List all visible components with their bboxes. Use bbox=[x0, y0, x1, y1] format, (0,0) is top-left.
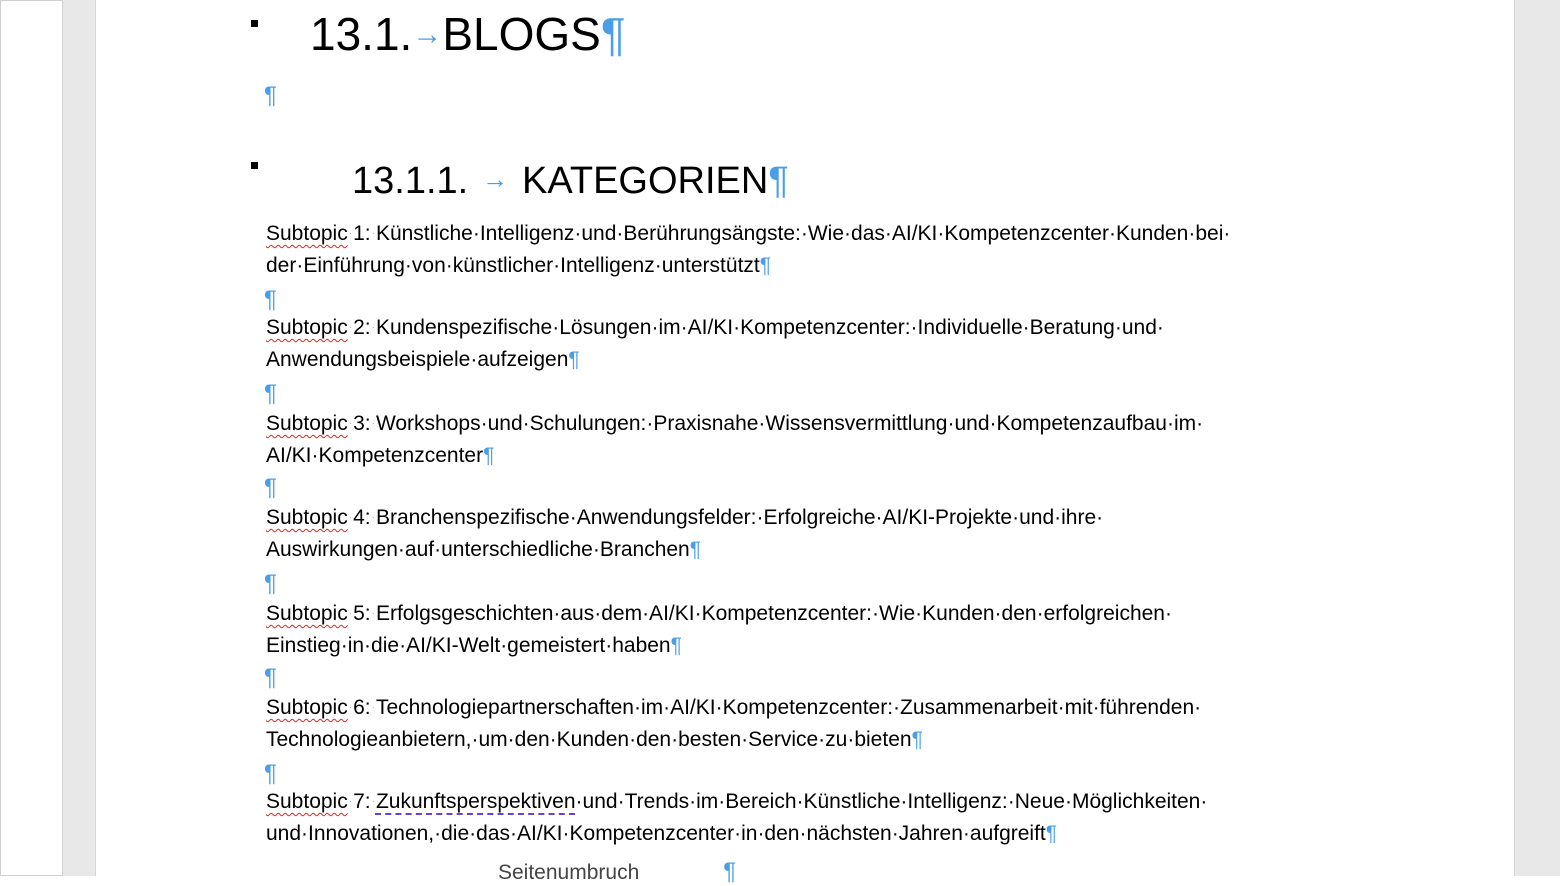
pilcrow-icon: ¶ bbox=[483, 444, 495, 468]
subtopic-paragraph-5[interactable]: Subtopic·5:·Erfolgsgeschichten·aus·dem·AI/KI·Kompetenzcenter:·Wie·Kunden·den·erfolgreichen· Einstieg·in·die·AI/KI-Welt·gemeistert·haben¶ bbox=[266, 602, 1172, 658]
subtopic-index: 5: bbox=[353, 602, 371, 625]
subtopic-text-line: Künstliche·Intelligenz·und·Berührungsängste:·Wie·das·AI/KI·Kompetenzcenter·Kunden·bei· bbox=[375, 222, 1231, 245]
subtopic-text-line: AI/KI·Kompetenzcenter bbox=[266, 444, 484, 468]
subtopic-label: Subtopic bbox=[266, 602, 348, 625]
subtopic-index: 6: bbox=[353, 696, 371, 719]
grammar-flagged-word[interactable]: Zukunftsperspektiven bbox=[375, 790, 576, 813]
empty-paragraph-mark[interactable]: ¶ bbox=[264, 380, 277, 407]
pilcrow-icon: ¶ bbox=[759, 254, 772, 278]
subtopic-paragraph-4[interactable]: Subtopic·4:·Branchenspezifische·Anwendungsfelder:·Erfolgreiche·AI/KI-Projekte·und·ihre· Auswirkungen·auf·unterschiedliche·Branchen¶ bbox=[266, 506, 1104, 562]
subtopic-label: Subtopic bbox=[266, 412, 348, 435]
subtopic-text-line: Erfolgsgeschichten·aus·dem·AI/KI·Kompetenzcenter:·Wie·Kunden·den·erfolgreichen· bbox=[375, 602, 1172, 625]
subtopic-text-line: der·Einführung·von·künstlicher·Intelligenz·unterstützt bbox=[266, 254, 760, 278]
heading-1-number: 13.1. bbox=[310, 8, 413, 60]
subtopic-paragraph-7[interactable]: Subtopic·7:·Zukunftsperspektiven·und·Trends·im·Bereich·Künstliche·Intelligenz:·Neue·Möglichkeiten· und·Innovationen,·die·das·AI/KI·Kompetenzcenter·in·den·nächsten·Jahren·aufgreift¶ bbox=[266, 790, 1208, 846]
subtopic-text-line: und·Innovationen,·die·das·AI/KI·Kompetenzcenter·in·den·nächsten·Jahren·aufgreift bbox=[266, 822, 1046, 846]
subtopic-index: 4: bbox=[353, 506, 371, 529]
heading-2[interactable] bbox=[352, 156, 789, 204]
page-break-label: Seitenumbruch bbox=[498, 861, 640, 884]
subtopic-text-line: Workshops·und·Schulungen:·Praxisnahe·Wissensvermittlung·und·Kompetenzaufbau·im· bbox=[375, 412, 1204, 435]
page-break-marker bbox=[498, 858, 736, 886]
subtopic-index: 7: bbox=[353, 790, 371, 813]
subtopic-text-line: Technologieanbietern,·um·den·Kunden·den·besten·Service·zu·bieten bbox=[266, 728, 912, 752]
empty-paragraph-mark[interactable]: ¶ bbox=[264, 570, 277, 597]
subtopic-index: 2: bbox=[353, 316, 371, 339]
empty-paragraph-mark[interactable]: ¶ bbox=[264, 82, 277, 109]
pilcrow-icon: ¶ bbox=[911, 728, 923, 752]
pilcrow-icon: ¶ bbox=[1045, 822, 1058, 846]
pilcrow-icon: ¶ bbox=[670, 634, 682, 658]
subtopic-paragraph-6[interactable]: Subtopic·6:·Technologiepartnerschaften·im·AI/KI·Kompetenzcenter:·Zusammenarbeit·mit·führenden· Technologieanbietern,·um·den·Kunden·den·besten·Service·zu·bieten¶ bbox=[266, 696, 1202, 752]
empty-paragraph-mark[interactable]: ¶ bbox=[264, 760, 277, 787]
subtopic-text-line: Anwendungsbeispiele·aufzeigen bbox=[266, 348, 569, 372]
empty-paragraph-mark[interactable]: ¶ bbox=[264, 474, 277, 501]
left-page-gutter bbox=[62, 0, 96, 876]
subtopic-index: 3: bbox=[353, 412, 371, 435]
heading-2-number: 13.1.1. bbox=[352, 160, 469, 202]
heading-bullet-marker bbox=[251, 162, 258, 169]
subtopic-text-line: Einstieg·in·die·AI/KI-Welt·gemeistert·haben bbox=[266, 634, 671, 658]
subtopic-label: Subtopic bbox=[266, 222, 348, 245]
subtopic-text-line: Technologiepartnerschaften·im·AI/KI·Kompetenzcenter:·Zusammenarbeit·mit·führenden· bbox=[375, 696, 1202, 719]
subtopic-index: 1: bbox=[353, 222, 371, 245]
subtopic-paragraph-2[interactable]: Subtopic·2:·Kundenspezifische·Lösungen·im·AI/KI·Kompetenzcenter:·Individuelle·Beratung·und· Anwendungsbeispiele·aufzeigen¶ bbox=[266, 316, 1164, 372]
tab-arrow-icon: → bbox=[482, 164, 508, 194]
subtopic-label: Subtopic bbox=[266, 790, 348, 813]
subtopic-text-line: Branchenspezifische·Anwendungsfelder:·Erfolgreiche·AI/KI-Projekte·und·ihre· bbox=[375, 506, 1104, 529]
empty-paragraph-mark[interactable]: ¶ bbox=[264, 286, 277, 313]
subtopic-text-line: ·und·Trends·im·Bereich·Künstliche·Intelligenz:·Neue·Möglichkeiten· bbox=[575, 790, 1208, 813]
pilcrow-icon: ¶ bbox=[768, 160, 789, 202]
subtopic-label: Subtopic bbox=[266, 506, 348, 529]
heading-2-title: KATEGORIEN bbox=[522, 160, 769, 202]
subtopic-paragraph-1[interactable]: Subtopic·1:·Künstliche·Intelligenz·und·Berührungsängste:·Wie·das·AI/KI·Kompetenzcenter·Kunden·bei· der·Einführung·von·künstlicher·Intelligenz·unterstützt¶ bbox=[266, 222, 1231, 278]
heading-1-title: BLOGS bbox=[442, 8, 601, 60]
subtopic-label: Subtopic bbox=[266, 696, 348, 719]
right-page-gutter bbox=[1514, 0, 1560, 876]
subtopic-paragraph-3[interactable]: Subtopic·3:·Workshops·und·Schulungen:·Praxisnahe·Wissensvermittlung·und·Kompetenzaufbau·im· AI/KI·Kompetenzcenter¶ bbox=[266, 412, 1204, 468]
pilcrow-icon: ¶ bbox=[689, 538, 702, 562]
tab-arrow-icon: → bbox=[412, 18, 443, 51]
pilcrow-icon: ¶ bbox=[723, 858, 737, 885]
subtopic-text-line: Auswirkungen·auf·unterschiedliche·Branchen bbox=[266, 538, 690, 562]
pilcrow-icon: ¶ bbox=[600, 8, 626, 60]
empty-paragraph-mark[interactable]: ¶ bbox=[264, 664, 277, 691]
heading-1[interactable] bbox=[310, 6, 626, 63]
pilcrow-icon: ¶ bbox=[568, 348, 580, 372]
heading-bullet-marker bbox=[251, 20, 258, 27]
subtopic-text-line: Kundenspezifische·Lösungen·im·AI/KI·Kompetenzcenter:·Individuelle·Beratung·und· bbox=[375, 316, 1164, 339]
subtopic-label: Subtopic bbox=[266, 316, 348, 339]
